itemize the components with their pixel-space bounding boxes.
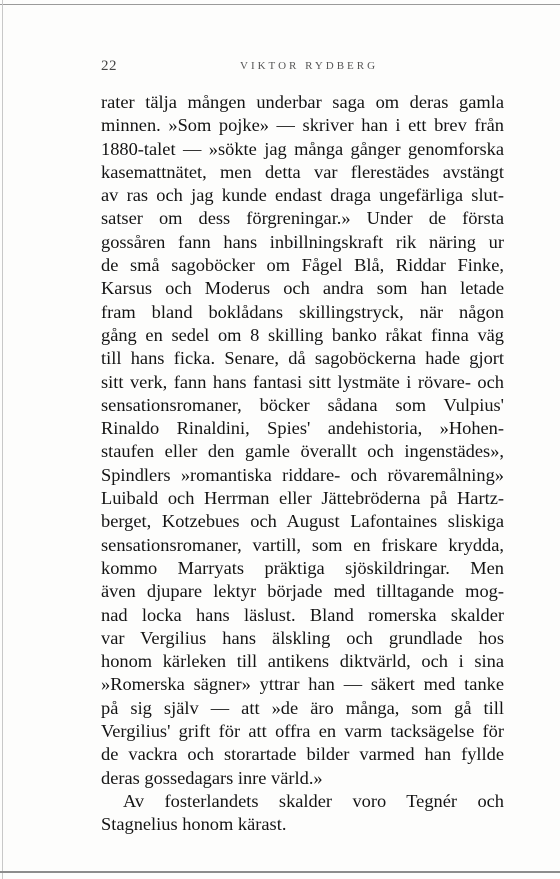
paragraph-first-line: Av fosterlandets skalder voro Tegnér och [123, 790, 504, 811]
text-line: Vergilius' grift för att offra en varm tacksägelse för [101, 721, 504, 742]
text-line: Spindlers »romantiska riddare- och rövaremålning» [101, 464, 504, 485]
text-line: Luibald och Herrman eller Jättebröderna på Hartz- [101, 488, 504, 509]
text-line: till hans ficka. Senare, då sagoböckerna hade gjort [101, 348, 504, 369]
text-line: gång en sedel om 8 skilling banko råkat finna väg [101, 324, 504, 345]
left-page-edge [2, 0, 3, 879]
text-line: honom kärleken till antikens diktvärld, och i sina [101, 651, 504, 672]
text-line: gossåren fann hans inbillningskraft rik näring ur [101, 231, 504, 252]
running-head: VIKTOR RYDBERG [240, 60, 379, 72]
page-header [101, 58, 506, 80]
text-line: staufen eller den gamle överallt och ingenstädes», [101, 441, 504, 462]
text-line: på sig själv — att »de äro många, som gå till [101, 697, 504, 718]
text-line: 1880-talet — »sökte jag många gånger genomforska [101, 138, 504, 159]
text-line: Stagnelius honom kärast. [101, 814, 287, 835]
text-line: de små sagoböcker om Fågel Blå, Riddar Finke, [101, 255, 504, 276]
bottom-edge-rule [0, 871, 560, 873]
text-line: Rinaldo Rinaldini, Spies' andehistoria, »Hohen- [101, 418, 504, 439]
text-line: de vackra och storartade bilder varmed han fyllde [101, 744, 504, 765]
text-line: fram bland boklådans skillingstryck, när någon [101, 301, 504, 322]
text-line: berget, Kotzebues och August Lafontaines sliskiga [101, 511, 504, 532]
text-line: rater tälja mången underbar saga om deras gamla [101, 92, 504, 112]
page-number: 22 [101, 58, 117, 74]
text-line: var Vergilius hans älskling och grundlade hos [101, 627, 504, 648]
text-line: satser om dess förgreningar.» Under de första [101, 208, 504, 229]
text-line: Karsus och Moderus och andra som han letade [101, 278, 504, 299]
text-line: »Romerska sägner» yttrar han — säkert med tanke [101, 674, 504, 695]
text-line: nad locka hans läslust. Bland romerska skalder [101, 604, 504, 625]
text-line: kommo Marryats präktiga sjöskildringar. Men [101, 557, 504, 578]
body-text [101, 91, 504, 837]
text-line: kasemattnätet, men detta var flerestädes avstängt [101, 161, 504, 182]
text-line: sensationsromaner, vartill, som en friskare krydda, [101, 534, 504, 555]
text-line: även djupare lektyr började med tilltagande mog- [101, 581, 504, 602]
text-line: sitt verk, fann hans fantasi sitt lystmäte i rövare- och [101, 371, 504, 392]
text-line: minnen. »Som pojke» — skriver han i ett brev från [101, 115, 504, 136]
top-edge-rule [0, 4, 560, 5]
text-line: deras gossedagars inre värld.» [101, 767, 323, 788]
text-line: av ras och jag kunde endast draga ungefärliga slut- [101, 185, 504, 206]
text-line: sensationsromaner, böcker sådana som Vulpius' [101, 394, 504, 415]
